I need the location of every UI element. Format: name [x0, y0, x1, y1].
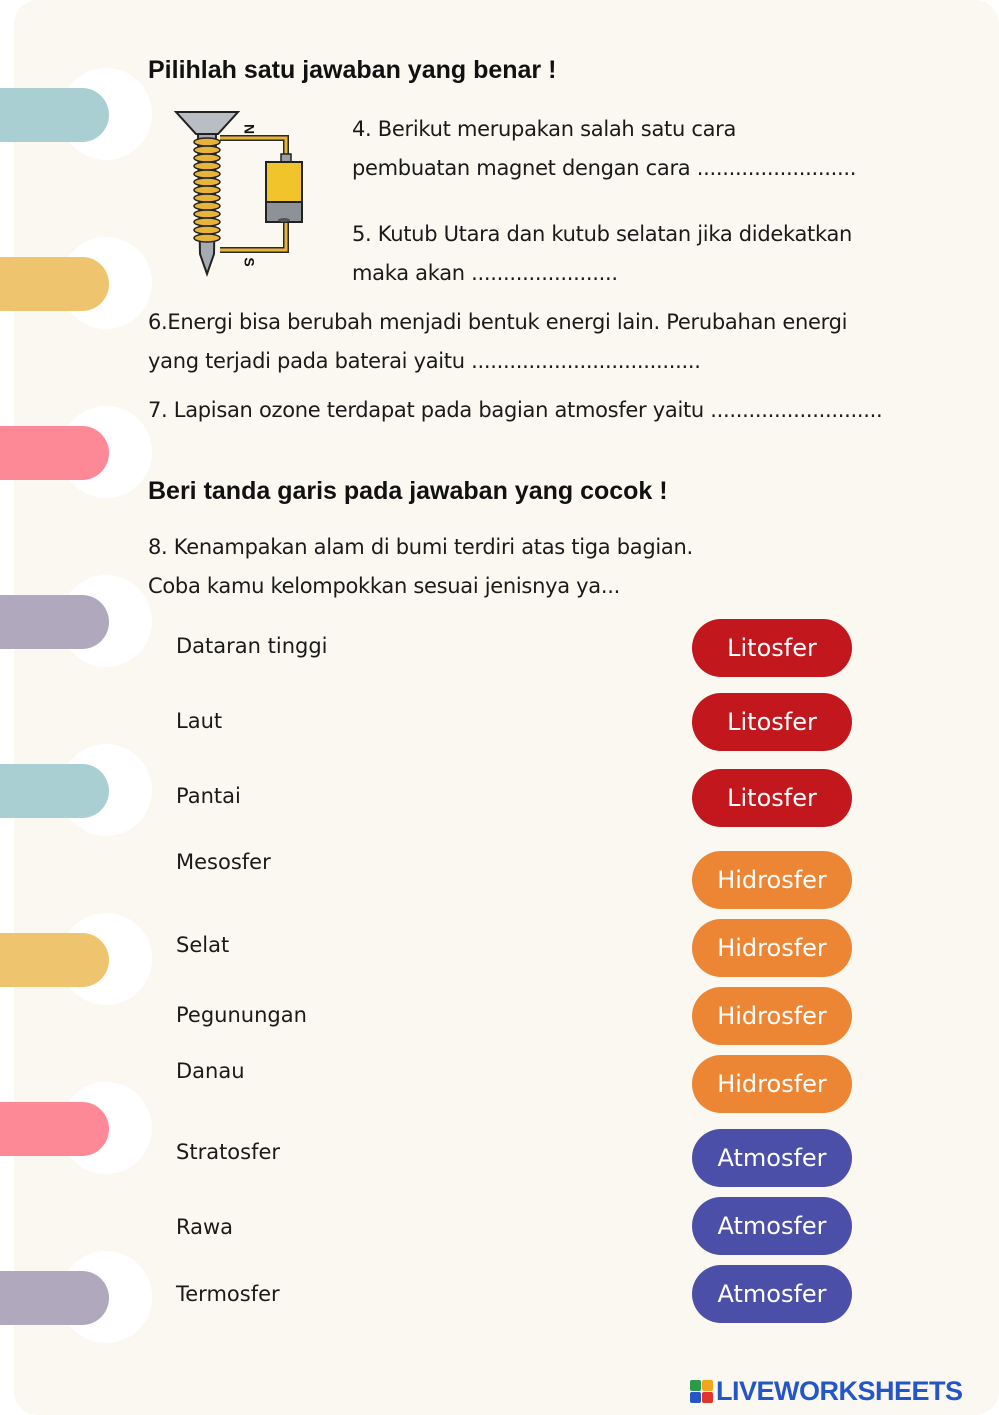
- question-4-line-2: pembuatan magnet dengan cara .........................: [352, 156, 857, 180]
- binder-tab-purple: [0, 595, 109, 649]
- answer-pill-atmosfer[interactable]: Atmosfer: [692, 1265, 852, 1323]
- question-6-line-2: yang terjadi pada baterai yaitu ....................................: [148, 349, 701, 373]
- question-7-line-1: 7. Lapisan ozone terdapat pada bagian atmosfer yaitu ...........................: [148, 398, 883, 422]
- north-pole-label: N: [241, 123, 258, 135]
- section-heading-matching: Beri tanda garis pada jawaban yang cocok !: [148, 477, 668, 505]
- matching-item[interactable]: Pantai: [176, 784, 241, 808]
- answer-pill-atmosfer[interactable]: Atmosfer: [692, 1129, 852, 1187]
- liveworksheets-logo[interactable]: [690, 1376, 963, 1407]
- binder-tab-teal: [0, 764, 109, 818]
- question-4-line-1: 4. Berikut merupakan salah satu cara: [352, 117, 737, 141]
- matching-item[interactable]: Dataran tinggi: [176, 634, 328, 658]
- matching-item[interactable]: Danau: [176, 1059, 245, 1083]
- matching-item[interactable]: Termosfer: [176, 1282, 280, 1306]
- question-8-line-1: 8. Kenampakan alam di bumi terdiri atas tiga bagian.: [148, 535, 693, 559]
- liveworksheets-logo-text: LIVEWORKSHEETS: [716, 1376, 963, 1406]
- binder-tab-pink: [0, 1102, 109, 1156]
- answer-pill-litosfer[interactable]: Litosfer: [692, 769, 852, 827]
- answer-pill-hidrosfer[interactable]: Hidrosfer: [692, 987, 852, 1045]
- binder-tab-teal: [0, 88, 109, 142]
- question-8-line-2: Coba kamu kelompokkan sesuai jenisnya ya...: [148, 574, 620, 598]
- matching-item[interactable]: Laut: [176, 709, 223, 733]
- matching-item[interactable]: Pegunungan: [176, 1003, 307, 1027]
- question-6-line-1: 6.Energi bisa berubah menjadi bentuk energi lain. Perubahan energi: [148, 310, 848, 334]
- answer-pill-hidrosfer[interactable]: Hidrosfer: [692, 1055, 852, 1113]
- electromagnet-diagram: [172, 108, 312, 280]
- binder-tab-pink: [0, 426, 109, 480]
- answer-pill-litosfer[interactable]: Litosfer: [692, 619, 852, 677]
- matching-item[interactable]: Rawa: [176, 1215, 234, 1239]
- south-pole-label: S: [241, 257, 258, 267]
- matching-item[interactable]: Selat: [176, 933, 230, 957]
- worksheet-page: [14, 0, 999, 1415]
- answer-pill-hidrosfer[interactable]: Hidrosfer: [692, 851, 852, 909]
- binder-tab-purple: [0, 1271, 109, 1325]
- section-heading-multiple-choice: Pilihlah satu jawaban yang benar !: [148, 56, 557, 84]
- liveworksheets-logo-icon: [690, 1380, 713, 1403]
- answer-pill-hidrosfer[interactable]: Hidrosfer: [692, 919, 852, 977]
- question-5-line-1: 5. Kutub Utara dan kutub selatan jika didekatkan: [352, 222, 853, 246]
- binder-tab-yellow: [0, 933, 109, 987]
- matching-item[interactable]: Stratosfer: [176, 1140, 281, 1164]
- binder-tab-yellow: [0, 257, 109, 311]
- answer-pill-litosfer[interactable]: Litosfer: [692, 693, 852, 751]
- answer-pill-atmosfer[interactable]: Atmosfer: [692, 1197, 852, 1255]
- question-5-line-2: maka akan .......................: [352, 261, 618, 285]
- matching-item[interactable]: Mesosfer: [176, 850, 271, 874]
